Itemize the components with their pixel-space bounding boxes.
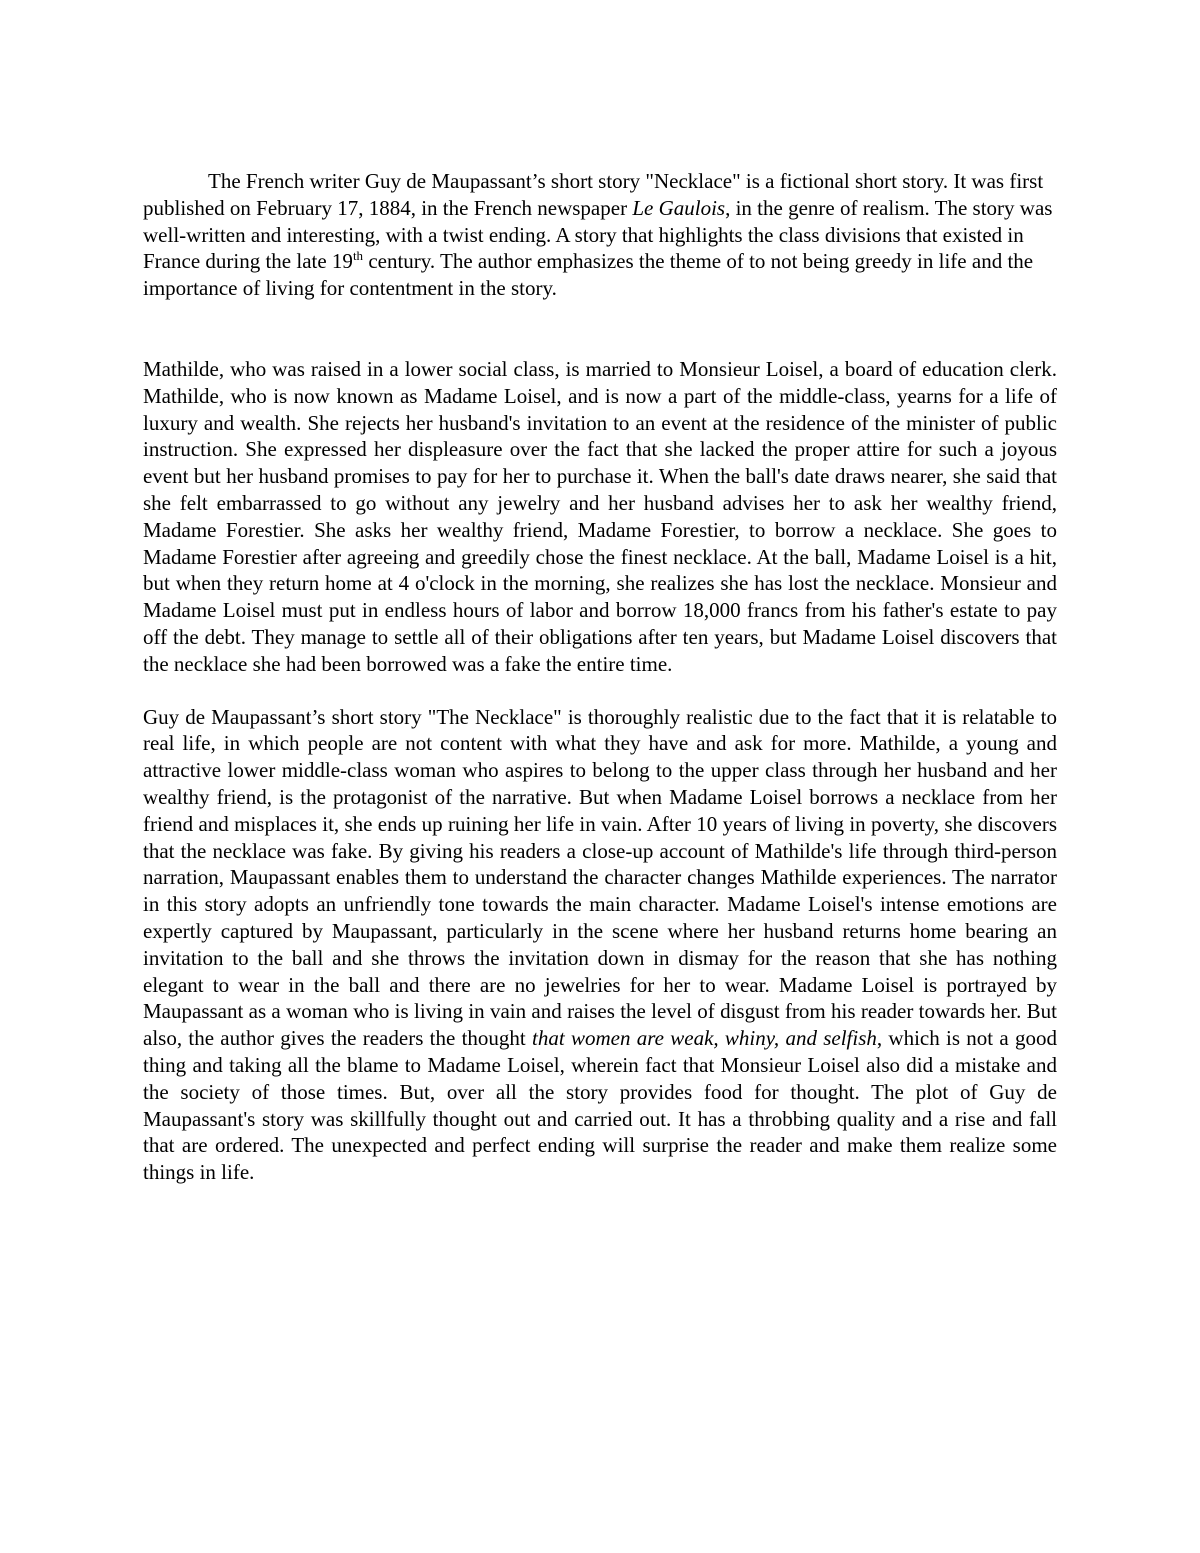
paragraph-analysis [143, 704, 1057, 1186]
intro-text-middle: , in the genre of realism. The story was well-written and interesting, with a twist ending. A story that highlights the class divisions that existed in France during the late 19 [143, 195, 1053, 274]
intro-text-start: The French writer Guy de Maupassant’s short story "Necklace" is a fictional short story. It was first published on February 17, 1884, in the French newspaper [143, 169, 1044, 220]
analysis-text-start: Guy de Maupassant’s short story "The Necklace" is thoroughly realistic due to the fact that it is relatable to real life, in which people are not content with what they have and ask for more. Mathilde, a young and attractive lower middle-class woman who aspires to belong to the upper class through her husband and her wealthy friend, is the protagonist of the narrative. But when Madame Loisel borrows a necklace from her friend and misplaces it, she ends up ruining her life in vain. After 10 years of living in poverty, she discovers that the necklace was fake. By giving his readers a close-up account of Mathilde's life through third-person narration, Maupassant enables them to understand the character changes Mathilde experiences. The narrator in this story adopts an unfriendly tone towards the main character. Madame Loisel's intense emotions are expertly captured by Maupassant, particularly in the scene where her husband returns home bearing an invitation to the ball and she throws the invitation down in dismay for the reason that she has nothing elegant to wear in the ball and there are no jewelries for her to wear. Madame Loisel is portrayed by Maupassant as a woman who is living in vain and raises the level of disgust from his reader towards her. But also, the author gives the readers the thought [143, 704, 1057, 1051]
intro-text-end: century. The author emphasizes the theme of to not being greedy in life and the importance of living for contentment in the story. [143, 249, 1034, 301]
analysis-text-end: , which is not a good thing and taking all the blame to Madame Loisel, wherein fact that Monsieur Loisel also did a mistake and the society of those times. But, over all the story provides food for thought. The plot of Guy de Maupassant's story was skillfully thought out and carried out. It has a throbbing quality and a rise and fall that are ordered. The unexpected and perfect ending will surprise the reader and make them realize some things in life. [143, 1026, 1058, 1185]
analysis-italic-phrase: that women are weak, whiny, and selfish [532, 1026, 877, 1051]
paragraph-summary: Mathilde, who was raised in a lower social class, is married to Monsieur Loisel, a board of education clerk. Mathilde, who is now known as Madame Loisel, and is now a part of the middle-class, yearns for a life of luxury and wealth. She rejects her husband's invitation to an event at the residence of the minister of public instruction. She expressed her displeasure over the fact that she lacked the proper attire for such a joyous event but her husband promises to pay for her to purchase it. When the ball's date draws nearer, she said that she felt embarrassed to go without any jewelry and her husband advises her to ask her wealthy friend, Madame Forestier. She asks her wealthy friend, Madame Forestier, to borrow a necklace. She goes to Madame Forestier after agreeing and greedily chose the finest necklace. At the ball, Madame Loisel is a hit, but when they return home at 4 o'clock in the morning, she realizes she has lost the necklace. Monsieur and Madame Loisel must put in endless hours of labor and borrow 18,000 francs from his father's estate to pay off the debt. They manage to settle all of their obligations after ten years, but Madame Loisel discovers that the necklace she had been borrowed was a fake the entire time. [143, 356, 1057, 676]
paragraph-introduction [143, 168, 1057, 302]
document-body [143, 168, 1057, 1186]
newspaper-title: Le Gaulois [632, 195, 726, 220]
ordinal-superscript: th [352, 248, 364, 264]
